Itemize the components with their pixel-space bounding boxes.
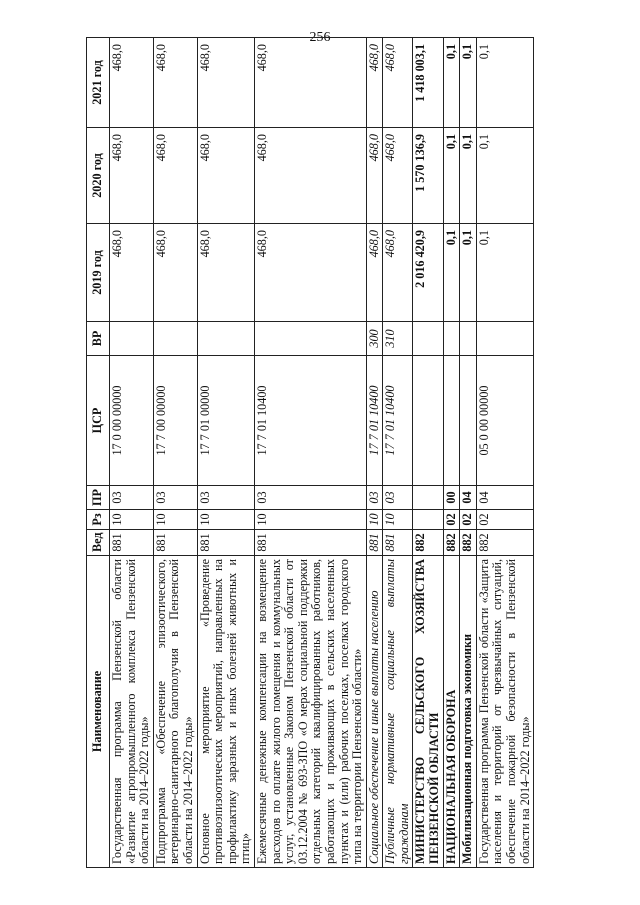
row-name: Государственная программа Пензенской области «Защита населения и территорий от чрезвычайных ситуаций, обеспечение пожарной безопасности в Пензенской области на 2014–2022 годы» — [476, 556, 533, 868]
row-rz: 10 — [197, 510, 254, 530]
col-2020-header: 2020 год — [87, 128, 110, 224]
row-2019: 0,1 — [443, 224, 460, 322]
row-rz: 10 — [254, 510, 366, 530]
row-ved: 882 — [413, 530, 443, 556]
row-pr: 04 — [476, 486, 533, 510]
row-vr — [153, 322, 197, 356]
row-pr — [413, 486, 443, 510]
row-2019: 468,0 — [254, 224, 366, 322]
row-name: Государственная программа Пензенской области «Развитие агропромышленного комплекса Пензенской области на 2014–2022 годы» — [110, 556, 154, 868]
table-row — [443, 38, 460, 868]
row-name: Мобилизационная подготовка экономики — [460, 556, 477, 868]
row-ved: 881 — [197, 530, 254, 556]
row-csr: 17 7 00 00000 — [153, 356, 197, 486]
row-ved: 882 — [476, 530, 533, 556]
row-2021: 468,0 — [197, 38, 254, 128]
row-2019: 0,1 — [460, 224, 477, 322]
col-pr-header: ПР — [87, 486, 110, 510]
row-2020: 468,0 — [110, 128, 154, 224]
row-pr: 03 — [254, 486, 366, 510]
row-csr — [443, 356, 460, 486]
row-rz: 02 — [443, 510, 460, 530]
row-2020: 468,0 — [366, 128, 383, 224]
row-2020: 0,1 — [460, 128, 477, 224]
row-2021: 0,1 — [476, 38, 533, 128]
row-csr — [460, 356, 477, 486]
row-name: Основное мероприятие «Проведение противоэпизоотических мероприятий, направленных на профилактику заразных и иных болезней животных и птиц» — [197, 556, 254, 868]
table-row — [254, 38, 366, 868]
row-2020: 468,0 — [254, 128, 366, 224]
row-vr: 310 — [383, 322, 413, 356]
row-csr — [413, 356, 443, 486]
row-2020: 1 570 136,9 — [413, 128, 443, 224]
row-vr — [254, 322, 366, 356]
row-vr: 300 — [366, 322, 383, 356]
table-row — [383, 38, 413, 868]
row-rz: 10 — [110, 510, 154, 530]
row-rz: 02 — [460, 510, 477, 530]
row-name: Ежемесячные денежные компенсации на возмещение расходов по оплате жилого помещения и коммунальных услуг, установленные Законом Пензенской области от 03.12.2004 № 693-ЗПО «О мерах социальной поддержки отдельных категорий квалифицированных работников, работающих и проживающих в сельских населенных пунктах и (или) рабочих поселках, поселках городского типа на территории Пензенской области» — [254, 556, 366, 868]
row-pr: 04 — [460, 486, 477, 510]
row-ved: 881 — [110, 530, 154, 556]
row-2021: 468,0 — [366, 38, 383, 128]
row-csr: 17 7 01 10400 — [383, 356, 413, 486]
row-ved: 882 — [460, 530, 477, 556]
row-2021: 468,0 — [153, 38, 197, 128]
row-name: Социальное обеспечение и иные выплаты населению — [366, 556, 383, 868]
row-2019: 0,1 — [476, 224, 533, 322]
row-vr — [413, 322, 443, 356]
row-2021: 468,0 — [254, 38, 366, 128]
row-2021: 1 418 003,1 — [413, 38, 443, 128]
col-2019-header: 2019 год — [87, 224, 110, 322]
row-csr: 17 0 00 00000 — [110, 356, 154, 486]
header-row — [87, 38, 110, 868]
row-pr: 03 — [197, 486, 254, 510]
row-2019: 468,0 — [366, 224, 383, 322]
col-2021-header: 2021 год — [87, 38, 110, 128]
table-row — [413, 38, 443, 868]
row-name: Подпрограмма «Обеспечение эпизоотического, ветеринарно-санитарного благополучия в Пензенской области на 2014–2022 годы» — [153, 556, 197, 868]
row-2019: 468,0 — [383, 224, 413, 322]
row-csr: 17 7 01 10400 — [254, 356, 366, 486]
row-name: Публичные нормативные социальные выплаты гражданам — [383, 556, 413, 868]
row-ved: 881 — [254, 530, 366, 556]
row-2021: 0,1 — [460, 38, 477, 128]
row-vr — [476, 322, 533, 356]
row-2021: 468,0 — [383, 38, 413, 128]
row-vr — [460, 322, 477, 356]
budget-table — [86, 37, 534, 868]
row-ved: 881 — [366, 530, 383, 556]
row-2020: 468,0 — [153, 128, 197, 224]
row-ved: 881 — [383, 530, 413, 556]
row-2020: 468,0 — [383, 128, 413, 224]
row-2019: 468,0 — [153, 224, 197, 322]
row-rz — [413, 510, 443, 530]
row-name: МИНИСТЕРСТВО СЕЛЬСКОГО ХОЗЯЙСТВА ПЕНЗЕНСКОЙ ОБЛАСТИ — [413, 556, 443, 868]
row-2019: 468,0 — [197, 224, 254, 322]
row-ved: 881 — [153, 530, 197, 556]
table-row — [366, 38, 383, 868]
row-vr — [197, 322, 254, 356]
row-pr: 03 — [383, 486, 413, 510]
col-rz-header: Рз — [87, 510, 110, 530]
table-row — [197, 38, 254, 868]
col-ved-header: Вед — [87, 530, 110, 556]
table-row — [476, 38, 533, 868]
row-csr: 17 7 01 10400 — [366, 356, 383, 486]
row-rz: 10 — [383, 510, 413, 530]
table-row — [110, 38, 154, 868]
row-pr: 03 — [153, 486, 197, 510]
row-2020: 468,0 — [197, 128, 254, 224]
row-rz: 10 — [153, 510, 197, 530]
row-vr — [443, 322, 460, 356]
col-csr-header: ЦСР — [87, 356, 110, 486]
row-name: НАЦИОНАЛЬНАЯ ОБОРОНА — [443, 556, 460, 868]
row-csr: 05 0 00 00000 — [476, 356, 533, 486]
row-pr: 00 — [443, 486, 460, 510]
col-name-header: Наименование — [87, 556, 110, 868]
table-row — [460, 38, 477, 868]
row-2021: 0,1 — [443, 38, 460, 128]
row-2020: 0,1 — [443, 128, 460, 224]
row-2021: 468,0 — [110, 38, 154, 128]
row-vr — [110, 322, 154, 356]
row-2020: 0,1 — [476, 128, 533, 224]
row-pr: 03 — [110, 486, 154, 510]
page-number: 256 — [309, 30, 331, 45]
row-pr: 03 — [366, 486, 383, 510]
col-vr-header: ВР — [87, 322, 110, 356]
row-csr: 17 7 01 00000 — [197, 356, 254, 486]
row-2019: 2 016 420,9 — [413, 224, 443, 322]
table-row — [153, 38, 197, 868]
budget-table-rotated — [86, 38, 532, 868]
row-rz: 10 — [366, 510, 383, 530]
row-rz: 02 — [476, 510, 533, 530]
row-2019: 468,0 — [110, 224, 154, 322]
row-ved: 882 — [443, 530, 460, 556]
